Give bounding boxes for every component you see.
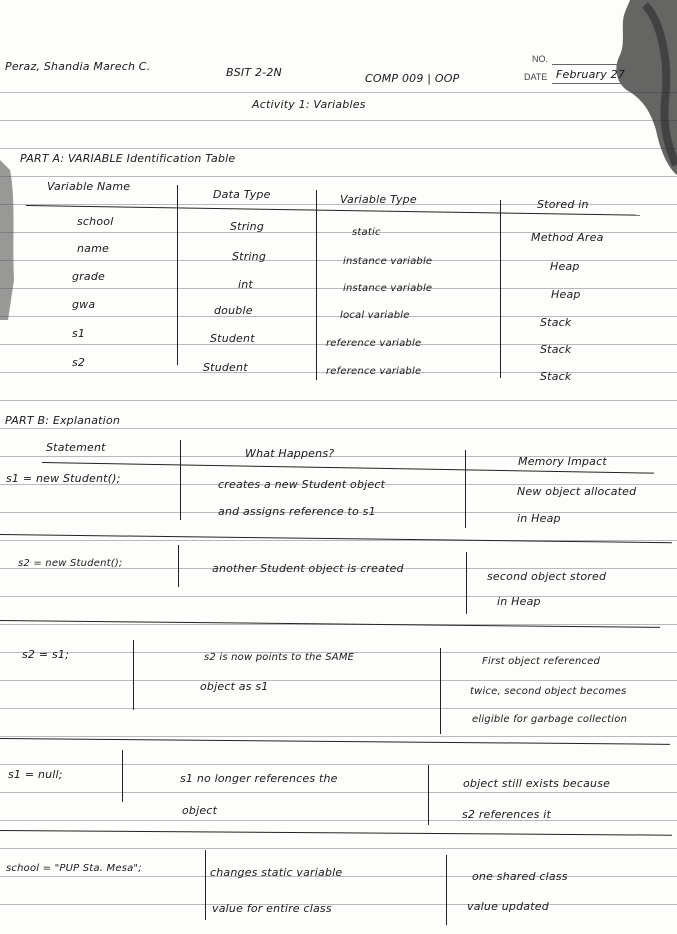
row-separator xyxy=(0,830,672,836)
section: BSIT 2-2N xyxy=(226,66,282,79)
no-underline xyxy=(552,64,628,65)
part-b-divider xyxy=(178,545,179,587)
col-variable-type: Variable Type xyxy=(340,193,417,206)
table-cell: Stack xyxy=(540,343,572,356)
memory-impact-cell: eligible for garbage collection xyxy=(472,714,628,725)
table-cell: Heap xyxy=(551,288,581,301)
what-happens-cell: s2 is now points to the SAME xyxy=(204,652,355,663)
row-separator xyxy=(0,738,670,745)
part-b-divider xyxy=(205,850,206,920)
what-happens-cell: another Student object is created xyxy=(212,562,404,575)
statement-cell: s2 = new Student(); xyxy=(18,558,123,569)
table-cell: double xyxy=(214,304,253,317)
row-separator xyxy=(0,534,672,544)
memory-impact-cell: in Heap xyxy=(517,512,561,525)
part-b-divider xyxy=(428,765,429,825)
ink-stain xyxy=(590,0,677,180)
student-name: Peraz, Shandia Marech C. xyxy=(5,60,151,73)
memory-impact-cell: First object referenced xyxy=(482,656,601,667)
memory-impact-cell: s2 references it xyxy=(462,808,552,821)
statement-cell: school = "PUP Sta. Mesa"; xyxy=(6,863,142,874)
col-statement: Statement xyxy=(46,441,106,454)
table-cell: String xyxy=(230,220,265,233)
table-cell: int xyxy=(238,278,253,291)
what-happens-cell: object xyxy=(182,804,218,817)
table-cell: static xyxy=(352,227,381,238)
table-cell: grade xyxy=(72,270,105,283)
table-cell: name xyxy=(77,242,109,255)
col-data-type: Data Type xyxy=(213,188,271,201)
table-cell: instance variable xyxy=(343,256,433,267)
part-b-divider xyxy=(440,648,441,734)
col-memory-impact: Memory Impact xyxy=(518,455,607,468)
what-happens-cell: changes static variable xyxy=(210,866,343,879)
statement-cell: s1 = null; xyxy=(8,768,63,781)
table-cell: reference variable xyxy=(326,366,422,377)
table-cell: gwa xyxy=(72,298,96,311)
course: COMP 009 | OOP xyxy=(365,72,460,85)
table-cell: Student xyxy=(210,332,255,345)
memory-impact-cell: twice, second object becomes xyxy=(470,686,627,697)
no-label: NO. xyxy=(532,54,549,64)
what-happens-cell: and assigns reference to s1 xyxy=(218,505,376,518)
activity-title: Activity 1: Variables xyxy=(252,98,366,111)
part-a-col-divider-1 xyxy=(177,185,178,365)
ink-stain-left xyxy=(0,160,18,320)
table-cell: Method Area xyxy=(531,231,604,244)
statement-cell: s1 = new Student(); xyxy=(6,472,121,485)
memory-impact-cell: in Heap xyxy=(497,595,541,608)
part-b-divider xyxy=(122,750,123,802)
part-b-heading: PART B: Explanation xyxy=(5,414,121,427)
what-happens-cell: creates a new Student object xyxy=(218,478,386,491)
part-a-col-divider-2 xyxy=(316,190,317,380)
part-b-divider xyxy=(446,855,447,925)
part-b-divider xyxy=(466,552,467,614)
table-cell: instance variable xyxy=(343,283,433,294)
table-cell: school xyxy=(77,215,114,228)
date-underline xyxy=(552,83,638,84)
table-cell: Stack xyxy=(540,316,572,329)
table-cell: local variable xyxy=(340,310,410,321)
what-happens-cell: s1 no longer references the xyxy=(180,772,338,785)
table-cell: String xyxy=(232,250,267,263)
table-cell: s1 xyxy=(72,327,86,340)
what-happens-cell: object as s1 xyxy=(200,680,269,693)
date-value: February 27 xyxy=(556,68,626,81)
part-b-divider xyxy=(180,440,181,520)
what-happens-cell: value for entire class xyxy=(212,902,332,915)
table-cell: Stack xyxy=(540,370,572,383)
col-variable-name: Variable Name xyxy=(47,180,131,193)
table-cell: Student xyxy=(203,361,248,374)
col-what-happens: What Happens? xyxy=(245,447,335,460)
memory-impact-cell: value updated xyxy=(467,900,549,913)
part-a-col-divider-3 xyxy=(500,200,501,378)
table-cell: s2 xyxy=(72,356,86,369)
memory-impact-cell: second object stored xyxy=(487,570,607,583)
part-b-divider xyxy=(465,450,466,528)
table-cell: reference variable xyxy=(326,338,422,349)
date-label: DATE xyxy=(524,72,548,82)
memory-impact-cell: object still exists because xyxy=(463,777,611,790)
table-cell: Heap xyxy=(550,260,580,273)
statement-cell: s2 = s1; xyxy=(22,648,69,661)
memory-impact-cell: one shared class xyxy=(472,870,568,883)
col-stored-in: Stored in xyxy=(537,198,589,211)
part-b-divider xyxy=(133,640,134,710)
part-a-heading: PART A: VARIABLE Identification Table xyxy=(20,152,236,165)
memory-impact-cell: New object allocated xyxy=(517,485,637,498)
